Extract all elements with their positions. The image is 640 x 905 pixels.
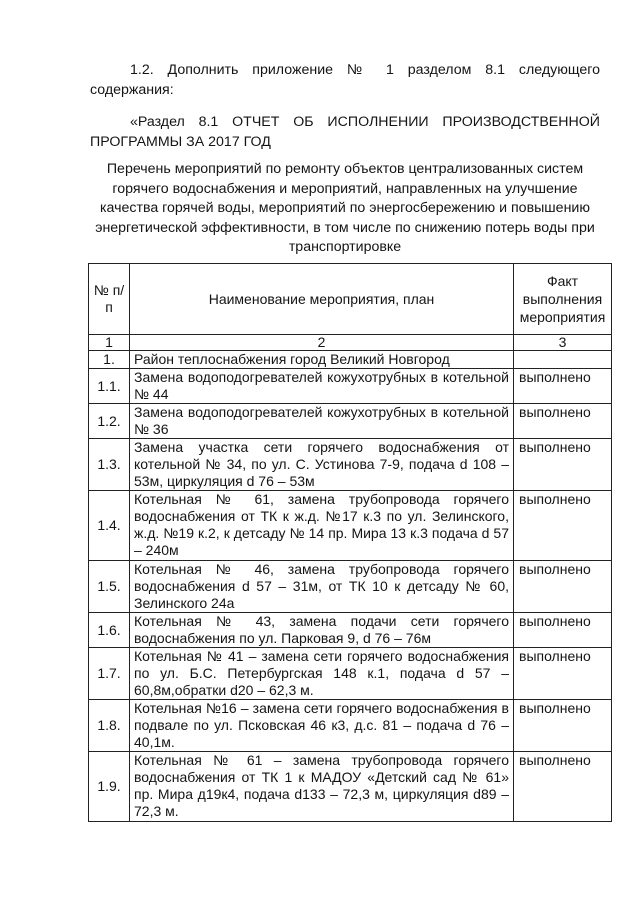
header-fact: Факт выполнения мероприятия bbox=[514, 264, 612, 335]
row-name: Котельная №16 – замена сети горячего водоснабжения в подвале по ул. Псковская 46 к3, д.с. 81 – подача d 76 – 40,1м. bbox=[130, 700, 514, 752]
row-num: 1.7. bbox=[89, 648, 130, 700]
row-fact: выполнено bbox=[514, 561, 612, 613]
table-caption: Перечень мероприятий по ремонту объектов централизованных систем горячего водоснабжения и мероприятий, направленных на улучшение качества горячей воды, мероприятий по энергосбережению и повышению энергетической эффективности, в том числе по снижению потерь воды при транспортировке bbox=[95, 161, 595, 255]
row-fact: выполнено bbox=[514, 613, 612, 648]
row-name: Замена участка сети горячего водоснабжения от котельной № 34, по ул. С. Устинова 7-9, подача d 108 – 53м, циркуляция d 76 – 53м bbox=[130, 439, 514, 491]
table-header-row bbox=[89, 264, 612, 335]
row-name: Замена водоподогревателей кожухотрубных в котельной № 44 bbox=[130, 369, 514, 404]
row-fact bbox=[514, 351, 612, 369]
row-name: Котельная № 46, замена трубопровода горячего водоснабжения d 57 – 31м, от ТК 10 к детсаду № 60, Зелинского 24а bbox=[130, 561, 514, 613]
column-number: 3 bbox=[514, 335, 612, 351]
row-num: 1.9. bbox=[89, 752, 130, 822]
row-fact: выполнено bbox=[514, 404, 612, 439]
row-fact: выполнено bbox=[514, 700, 612, 752]
table-row bbox=[89, 648, 612, 700]
table-row bbox=[89, 439, 612, 491]
row-num: 1.2. bbox=[89, 404, 130, 439]
row-name: Замена водоподогревателей кожухотрубных в котельной № 36 bbox=[130, 404, 514, 439]
row-name: Котельная № 61, замена трубопровода горячего водоснабжения от ТК к ж.д. №17 к.3 по ул. Зелинского, ж.д. №19 к.2, к детсаду № 14 пр. Мира 13 к.3 подача d 57 – 240м bbox=[130, 491, 514, 561]
row-num: 1. bbox=[89, 351, 130, 369]
column-number-row bbox=[89, 335, 612, 351]
row-name: Район теплоснабжения город Великий Новгород bbox=[130, 351, 514, 369]
row-num: 1.8. bbox=[89, 700, 130, 752]
row-num: 1.6. bbox=[89, 613, 130, 648]
column-number: 2 bbox=[130, 335, 514, 351]
row-name: Котельная № 43, замена подачи сети горячего водоснабжения по ул. Парковая 9, d 76 – 76м bbox=[130, 613, 514, 648]
row-name: Котельная № 41 – замена сети горячего водоснабжения по ул. Б.С. Петербургская 148 к.1, подача d 57 – 60,8м,обратки d20 – 62,3 м. bbox=[130, 648, 514, 700]
table-row bbox=[89, 561, 612, 613]
row-fact: выполнено bbox=[514, 752, 612, 822]
table-row bbox=[89, 700, 612, 752]
intro-text: 1.2. Дополнить приложение № 1 разделом 8.1 следующего содержания: bbox=[90, 62, 600, 98]
table-row bbox=[89, 491, 612, 561]
measures-table bbox=[88, 263, 612, 822]
header-num: № п/п bbox=[89, 264, 130, 335]
table-row bbox=[89, 613, 612, 648]
row-num: 1.1. bbox=[89, 369, 130, 404]
table-row bbox=[89, 369, 612, 404]
row-fact: выполнено bbox=[514, 369, 612, 404]
header-name: Наименование мероприятия, план bbox=[130, 264, 514, 335]
row-fact: выполнено bbox=[514, 648, 612, 700]
row-num: 1.5. bbox=[89, 561, 130, 613]
intro-paragraph bbox=[90, 60, 600, 100]
section-title: «Раздел 8.1 ОТЧЕТ ОБ ИСПОЛНЕНИИ ПРОИЗВОДСТВЕННОЙ ПРОГРАММЫ ЗА 2017 ГОД bbox=[90, 114, 600, 150]
row-num: 1.3. bbox=[89, 439, 130, 491]
column-number: 1 bbox=[89, 335, 130, 351]
table-row bbox=[89, 351, 612, 369]
row-fact: выполнено bbox=[514, 439, 612, 491]
row-name: Котельная № 61 – замена трубопровода горячего водоснабжения от ТК 1 к МАДОУ «Детский сад № 61» пр. Мира д19к4, подача d133 – 72,3 м, циркуляция d89 – 72,3 м. bbox=[130, 752, 514, 822]
table-row bbox=[89, 404, 612, 439]
row-fact: выполнено bbox=[514, 491, 612, 561]
row-num: 1.4. bbox=[89, 491, 130, 561]
table-row bbox=[89, 752, 612, 822]
